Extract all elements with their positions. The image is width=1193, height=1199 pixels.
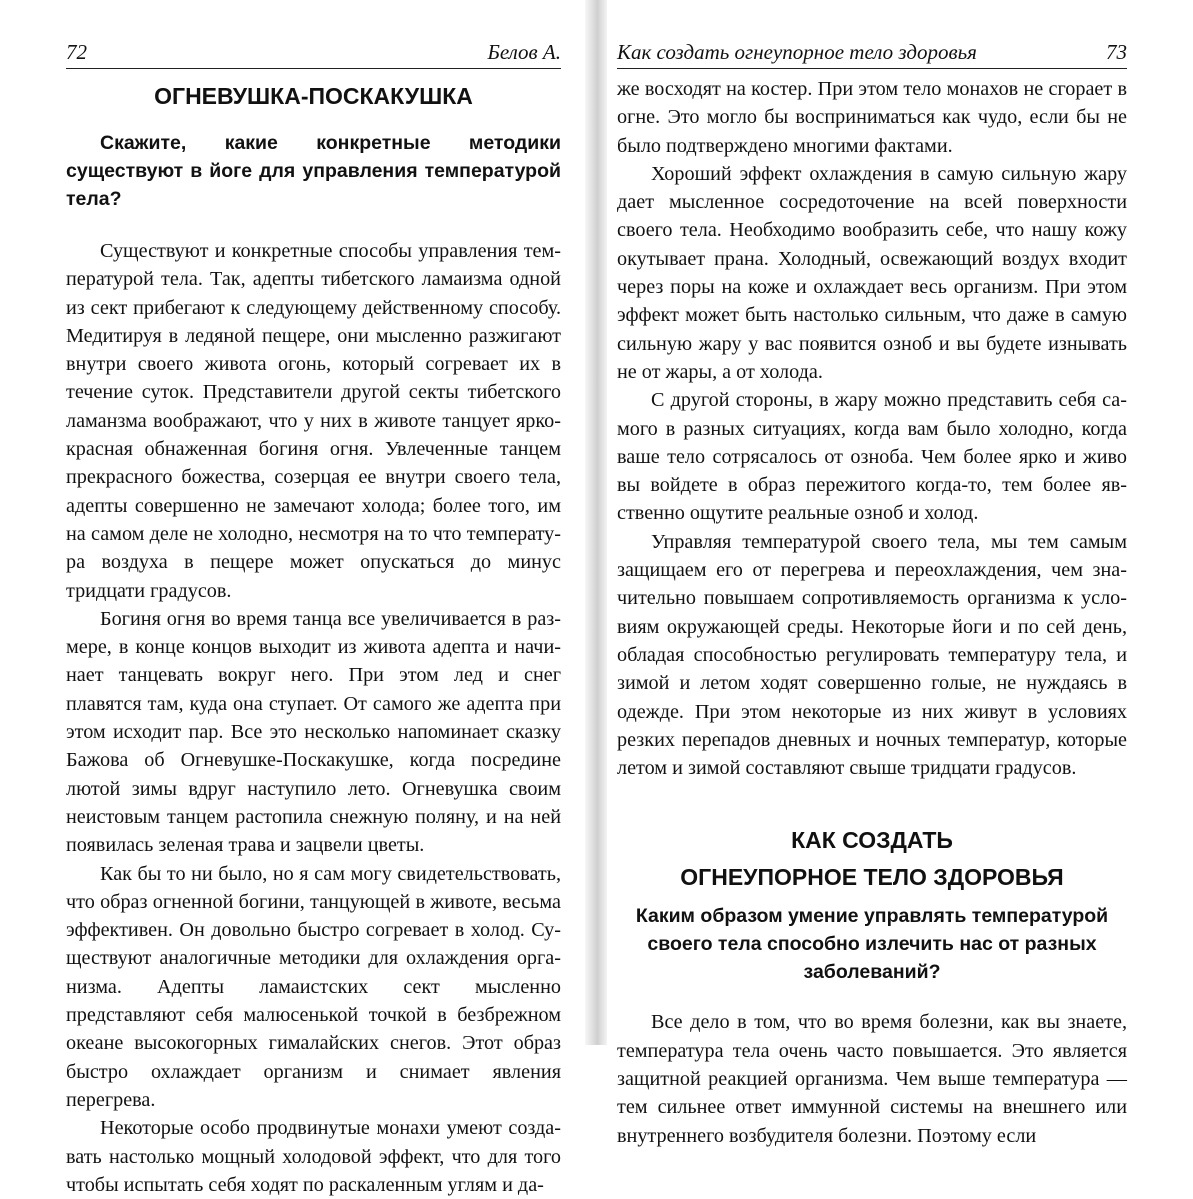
chapter-title-left: ОГНЕВУШКА-ПОСКАКУШКА — [154, 83, 473, 109]
paragraph-continued: же восходят на костер. При этом тело монахов не сгорает в огне. Это могло бы восприниматься как чудо, если бы не было подтверждено многими фактами. — [617, 78, 1127, 157]
paragraph: Некоторые особо продвинутые монахи умеют создавать настолько мощный холодовой эффект, что для того чтобы испытать себя ходят по раскаленным углям и да- — [66, 1117, 561, 1196]
page-number-left: 72 — [66, 40, 87, 64]
right-page — [607, 0, 1193, 1147]
paragraph: Хороший эффект охлаждения в самую сильную жару дает мысленное сосредоточение на всей поверхности своего тела. Необходимо вообразить себе, что нашу кожу окутывает прана. Холодный, освежающий воздух входит через поры на коже и охлаждает весь организм. При этом эффект может быть настолько сильным, что даже в самую сильную жару у вас появится озноб и вы будете изнывать не от жары, а от холода. — [617, 162, 1127, 383]
body-text-right-top — [617, 75, 1127, 782]
paragraph: Управляя температурой своего тела, мы тем самым защищаем его от перегрева и переохлаждения, чем значительно повышаем сопротивляемость организма к условиям окружающей среды. Некоторые йоги и по сей день, обладая способностью регулировать температуру тела, и зимой и летом ходят совершенно голые, не нуждаясь в одежде. При этом некоторые из них живут в условиях резких перепадов дневных и ночных температур, которые летом и зимой составляют свыше тридцати градусов. — [617, 530, 1127, 780]
paragraph: Существуют и конкретные способы управления температурой тела. Так, адепты тибетского ламаизма одной из сект прибегают к следующему действенному способу. Медитируя в ледяной пещере, они мысленно разжигают внутри своего живота огонь, который согревает их в течение суток. Представители другой секты тибетского ламанзма воображают, что у них в животе танцует яркокрасная обнаженная богиня огня. Увлеченные танцем прекрасного божества, созерцая ее внутри своего тела, адепты совершенно не замечают холода; более того, им на самом деле не холодно, несмотря на то что температура воздуха в пещере может опускаться до минус тридцати градусов. — [66, 240, 561, 602]
question-left: Скажите, какие конкретные методики существуют в йоге для управления температурой тела? — [66, 132, 561, 210]
running-head-right — [617, 38, 1127, 69]
body-text-right-bottom — [617, 1008, 1127, 1149]
body-text-left — [66, 237, 561, 1199]
left-page — [0, 0, 585, 1196]
paragraph: Как бы то ни было, но я сам могу свидетельствовать, что образ огненной богини, танцующей в животе, весьма эффективен. Он довольно быстро согревает в холод. Существуют аналогичные методики для охлаждения организма. Адепты ламаистских сект мысленно представляют себя малюсенькой точкой в безбрежном океане высокогорных гималайских снегов. Этот образ быстро охлаждает организм и снимает явления перегрева. — [66, 862, 561, 1111]
paragraph: Богиня огня во время танца все увеличивается в размере, в конце концов выходит из живота адепта и начинает танцевать вокруг него. При этом лед и снег плавятся там, куда она ступает. От самого же адепта при этом исходит пар. Все это несколько напоминает сказку Бажова об Огневушке-Поскакушке, когда посредине лютой зимы вдруг наступило лето. Огневушка своим неистовым танцем растопила снежную поляну, и на ней появилась зеленая трава и зацвели цветы. — [66, 607, 561, 857]
chapter-title-right — [617, 822, 1127, 896]
question-right: Каким образом умение управлять температурой своего тела способно излечить нас от разных заболеваний? — [635, 905, 1109, 984]
running-head-chapter: Как создать огнеупорное тело здоровья — [617, 40, 977, 64]
paragraph: Все дело в том, что во время болезни, как вы знаете, температура тела очень часто повышается. Это является защитной реакцией организма. Чем выше температура — тем сильнее ответ иммунной системы на внешнего или внутреннего возбудителя болезни. Поэтому если — [617, 1011, 1127, 1147]
book-gutter — [585, 0, 607, 1045]
running-head-left — [66, 38, 561, 69]
running-head-author: Белов А. — [487, 40, 561, 64]
chapter-title-line-2: ОГНЕУПОРНОЕ ТЕЛО ЗДОРОВЬЯ — [680, 864, 1064, 891]
chapter-title-line-1: КАК СОЗДАТЬ — [791, 827, 953, 854]
page-number-right: 73 — [1106, 40, 1127, 64]
paragraph: С другой стороны, в жару можно представить себя самого в разных ситуациях, когда вам было холодно, когда ваше тело сотрясалось от озноба. Чем более ярко и живо вы войдете в образ пережитого когда-то, тем более явственно ощутите реальные озноб и холод. — [617, 389, 1127, 525]
